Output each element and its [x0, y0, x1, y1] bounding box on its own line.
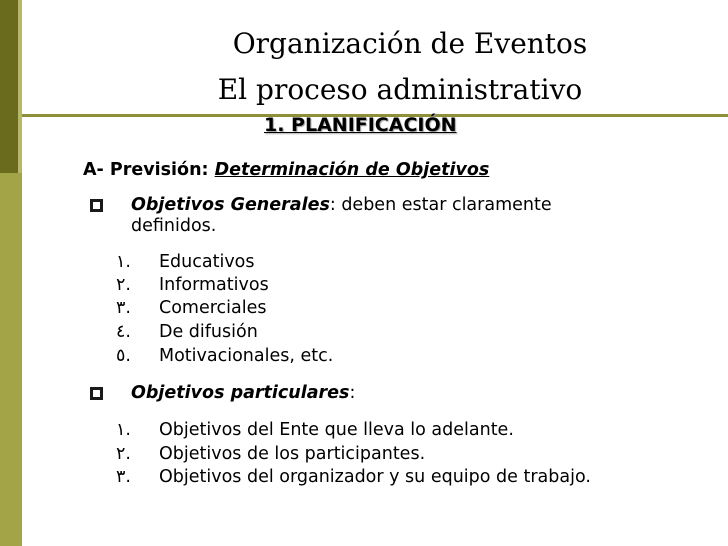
section-heading: 1. PLANIFICACIÓN: [264, 114, 457, 136]
general-objectives-text: : deben estar claramente: [329, 195, 552, 215]
list-item: Comerciales: [159, 298, 267, 318]
list-number: ٢.: [116, 444, 131, 464]
list-number: ٤.: [116, 322, 131, 342]
decorative-bar-dark: [0, 0, 18, 173]
particular-objectives-text: :: [349, 383, 356, 403]
list-number: ١.: [116, 252, 131, 272]
prevision-heading: [83, 159, 489, 181]
square-bullet-icon: [90, 199, 103, 212]
list-item: Informativos: [159, 275, 269, 295]
list-item: Objetivos de los participantes.: [159, 444, 426, 464]
general-objectives-text-cont: definidos.: [131, 216, 217, 236]
list-number: ١.: [116, 420, 131, 440]
list-item: Educativos: [159, 252, 255, 272]
list-number: ٣.: [116, 298, 131, 318]
list-item: Objetivos del Ente que lleva lo adelante.: [159, 420, 514, 440]
slide-title-line1: Organización de Eventos: [232, 27, 588, 60]
prevision-emphasis: Determinación de Objetivos: [214, 160, 490, 180]
list-number: ٢.: [116, 275, 131, 295]
decorative-bar-light: [18, 0, 22, 173]
list-item: Objetivos del organizador y su equipo de trabajo.: [159, 467, 591, 487]
square-bullet-icon: [90, 387, 103, 400]
list-item: De difusión: [159, 322, 258, 342]
list-number: ٥.: [116, 346, 131, 366]
particular-objectives-title: Objetivos particulares: [131, 383, 350, 403]
slide-title-line2: El proceso administrativo: [217, 73, 583, 106]
prevision-label: A- Previsión:: [83, 160, 215, 180]
list-item: Motivacionales, etc.: [159, 346, 334, 366]
particular-objectives-line: [131, 382, 355, 404]
list-number: ٣.: [116, 467, 131, 487]
general-objectives-title: Objetivos Generales: [131, 195, 330, 215]
general-objectives-line: [131, 194, 552, 216]
decorative-bar-gold: [0, 173, 22, 546]
